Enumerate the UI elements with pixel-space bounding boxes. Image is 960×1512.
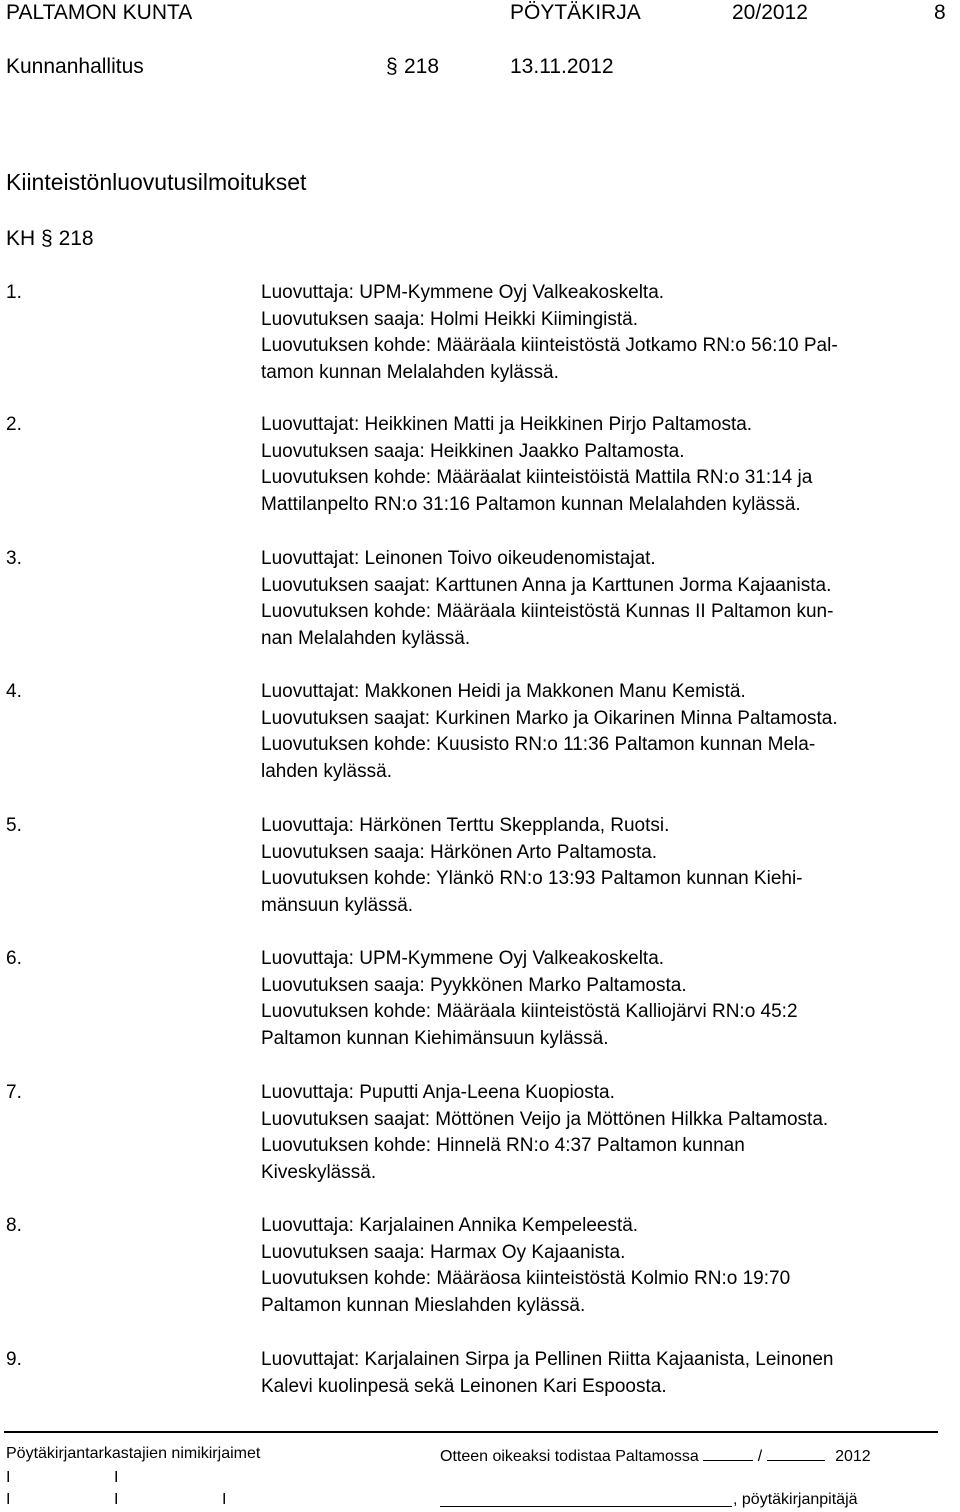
item-line: Luovutuksen kohde: Määräalat kiinteistöistä Mattila RN:o 31:14 ja — [261, 467, 813, 489]
item-line: Paltamon kunnan Mieslahden kylässä. — [261, 1294, 586, 1316]
footer-left-label: Pöytäkirjantarkastajien nimikirjaimet — [6, 1445, 261, 1462]
item-line: Luovutuksen saaja: Härkönen Arto Paltamosta. — [261, 841, 658, 863]
item-line: Kiveskylässä. — [261, 1161, 377, 1183]
item-line: Luovutuksen kohde: Hinnelä RN:o 4:37 Paltamon kunnan — [261, 1135, 745, 1157]
page-title: Kiinteistönluovutusilmoitukset — [6, 169, 307, 195]
item-line: Luovutuksen kohde: Määräala kiinteistöstä Kalliojärvi RN:o 45:2 — [261, 1001, 798, 1023]
item-line: Luovutuksen saaja: Holmi Heikki Kiimingistä. — [261, 308, 638, 330]
header-body: Kunnanhallitus — [6, 55, 144, 78]
initials-bar: I — [6, 1491, 11, 1508]
header-doc-number: 20/2012 — [732, 1, 808, 24]
item-line: Luovutuksen saaja: Harmax Oy Kajaanista. — [261, 1241, 626, 1263]
item-line: Kalevi kuolinpesä sekä Leinonen Kari Espoosta. — [261, 1375, 667, 1397]
header-date: 13.11.2012 — [510, 55, 614, 78]
footer-day-blank — [703, 1444, 753, 1461]
footer-year: 2012 — [835, 1448, 871, 1465]
item-number: 6. — [6, 948, 22, 969]
item-number: 8. — [6, 1215, 22, 1236]
item-number: 5. — [6, 815, 22, 836]
item-line: Luovutuksen saajat: Kurkinen Marko ja Oikarinen Minna Paltamosta. — [261, 707, 838, 729]
kh-number: 218 — [58, 227, 94, 250]
signer-suffix: , pöytäkirjanpitäjä — [733, 1491, 858, 1508]
initials-bar: I — [6, 1469, 11, 1486]
item-number: 9. — [6, 1349, 22, 1370]
item-line: Mattilanpelto RN:o 31:16 Paltamon kunnan Melalahden kylässä. — [261, 493, 801, 515]
item-line: Luovutuksen kohde: Määräosa kiinteistöstä Kolmio RN:o 19:70 — [261, 1268, 791, 1290]
item-line: Luovuttaja: Härkönen Terttu Skepplanda, Ruotsi. — [261, 815, 670, 836]
item-line: tamon kunnan Melalahden kylässä. — [261, 361, 559, 383]
item-line: Luovutuksen saaja: Pyykkönen Marko Paltamosta. — [261, 974, 687, 996]
item-line: Luovutuksen saajat: Karttunen Anna ja Karttunen Jorma Kajaanista. — [261, 574, 832, 596]
item-line: Luovutuksen kohde: Ylänkö RN:o 13:93 Paltamon kunnan Kiehi- — [261, 868, 803, 890]
item-line: Luovuttajat: Leinonen Toivo oikeudenomistajat. — [261, 548, 656, 569]
item-line: Luovutuksen saajat: Möttönen Veijo ja Möttönen Hilkka Paltamosta. — [261, 1108, 829, 1130]
item-line: Luovuttaja: UPM-Kymmene Oyj Valkeakoskelta. — [261, 948, 665, 969]
kh-section-mark: § — [41, 227, 53, 250]
item-line: Paltamon kunnan Kiehimänsuun kylässä. — [261, 1027, 609, 1049]
item-line: Luovuttaja: Karjalainen Annika Kempeleestä. — [261, 1215, 639, 1236]
initials-bar: I — [222, 1491, 227, 1508]
footer-right-label — [440, 1444, 871, 1467]
item-number: 3. — [6, 548, 22, 569]
header-municipality: PALTAMON KUNTA — [6, 1, 193, 24]
item-number: 2. — [6, 414, 22, 435]
item-line: Luovutuksen kohde: Määräala kiinteistöstä Kunnas II Paltamon kun- — [261, 601, 834, 623]
item-line: lahden kylässä. — [261, 760, 392, 782]
header-page-number: 8 — [934, 1, 946, 24]
header-section-mark: § — [386, 55, 398, 78]
item-number: 1. — [6, 282, 22, 303]
item-line: Luovuttajat: Heikkinen Matti ja Heikkinen Pirjo Paltamosta. — [261, 414, 753, 435]
item-line: Luovuttaja: Puputti Anja-Leena Kuopiosta. — [261, 1082, 615, 1103]
signature-line — [440, 1506, 732, 1507]
footer-rule — [4, 1431, 938, 1433]
item-line: nan Melalahden kylässä. — [261, 627, 471, 649]
kh-line — [6, 226, 94, 252]
item-number: 7. — [6, 1082, 22, 1103]
kh-label: KH — [6, 227, 36, 250]
item-line: mänsuun kylässä. — [261, 894, 414, 916]
footer-month-blank — [767, 1444, 825, 1461]
footer-separator: / — [757, 1448, 763, 1465]
item-line: Luovutuksen kohde: Määräala kiinteistöstä Jotkamo RN:o 56:10 Pal- — [261, 335, 838, 357]
item-number: 4. — [6, 681, 22, 702]
initials-bar: I — [114, 1469, 119, 1486]
item-line: Luovuttajat: Makkonen Heidi ja Makkonen Manu Kemistä. — [261, 681, 746, 702]
footer-certify-text: Otteen oikeaksi todistaa Paltamossa — [440, 1448, 699, 1465]
item-line: Luovutuksen kohde: Kuusisto RN:o 11:36 Paltamon kunnan Mela- — [261, 734, 816, 756]
item-line: Luovuttajat: Karjalainen Sirpa ja Pellinen Riitta Kajaanista, Leinonen — [261, 1349, 834, 1370]
item-line: Luovuttaja: UPM-Kymmene Oyj Valkeakoskelta. — [261, 282, 665, 303]
initials-bar: I — [114, 1491, 119, 1508]
header-doc-type: PÖYTÄKIRJA — [510, 1, 641, 24]
header-section: 218 — [404, 55, 440, 78]
item-line: Luovutuksen saaja: Heikkinen Jaakko Paltamosta. — [261, 440, 685, 462]
